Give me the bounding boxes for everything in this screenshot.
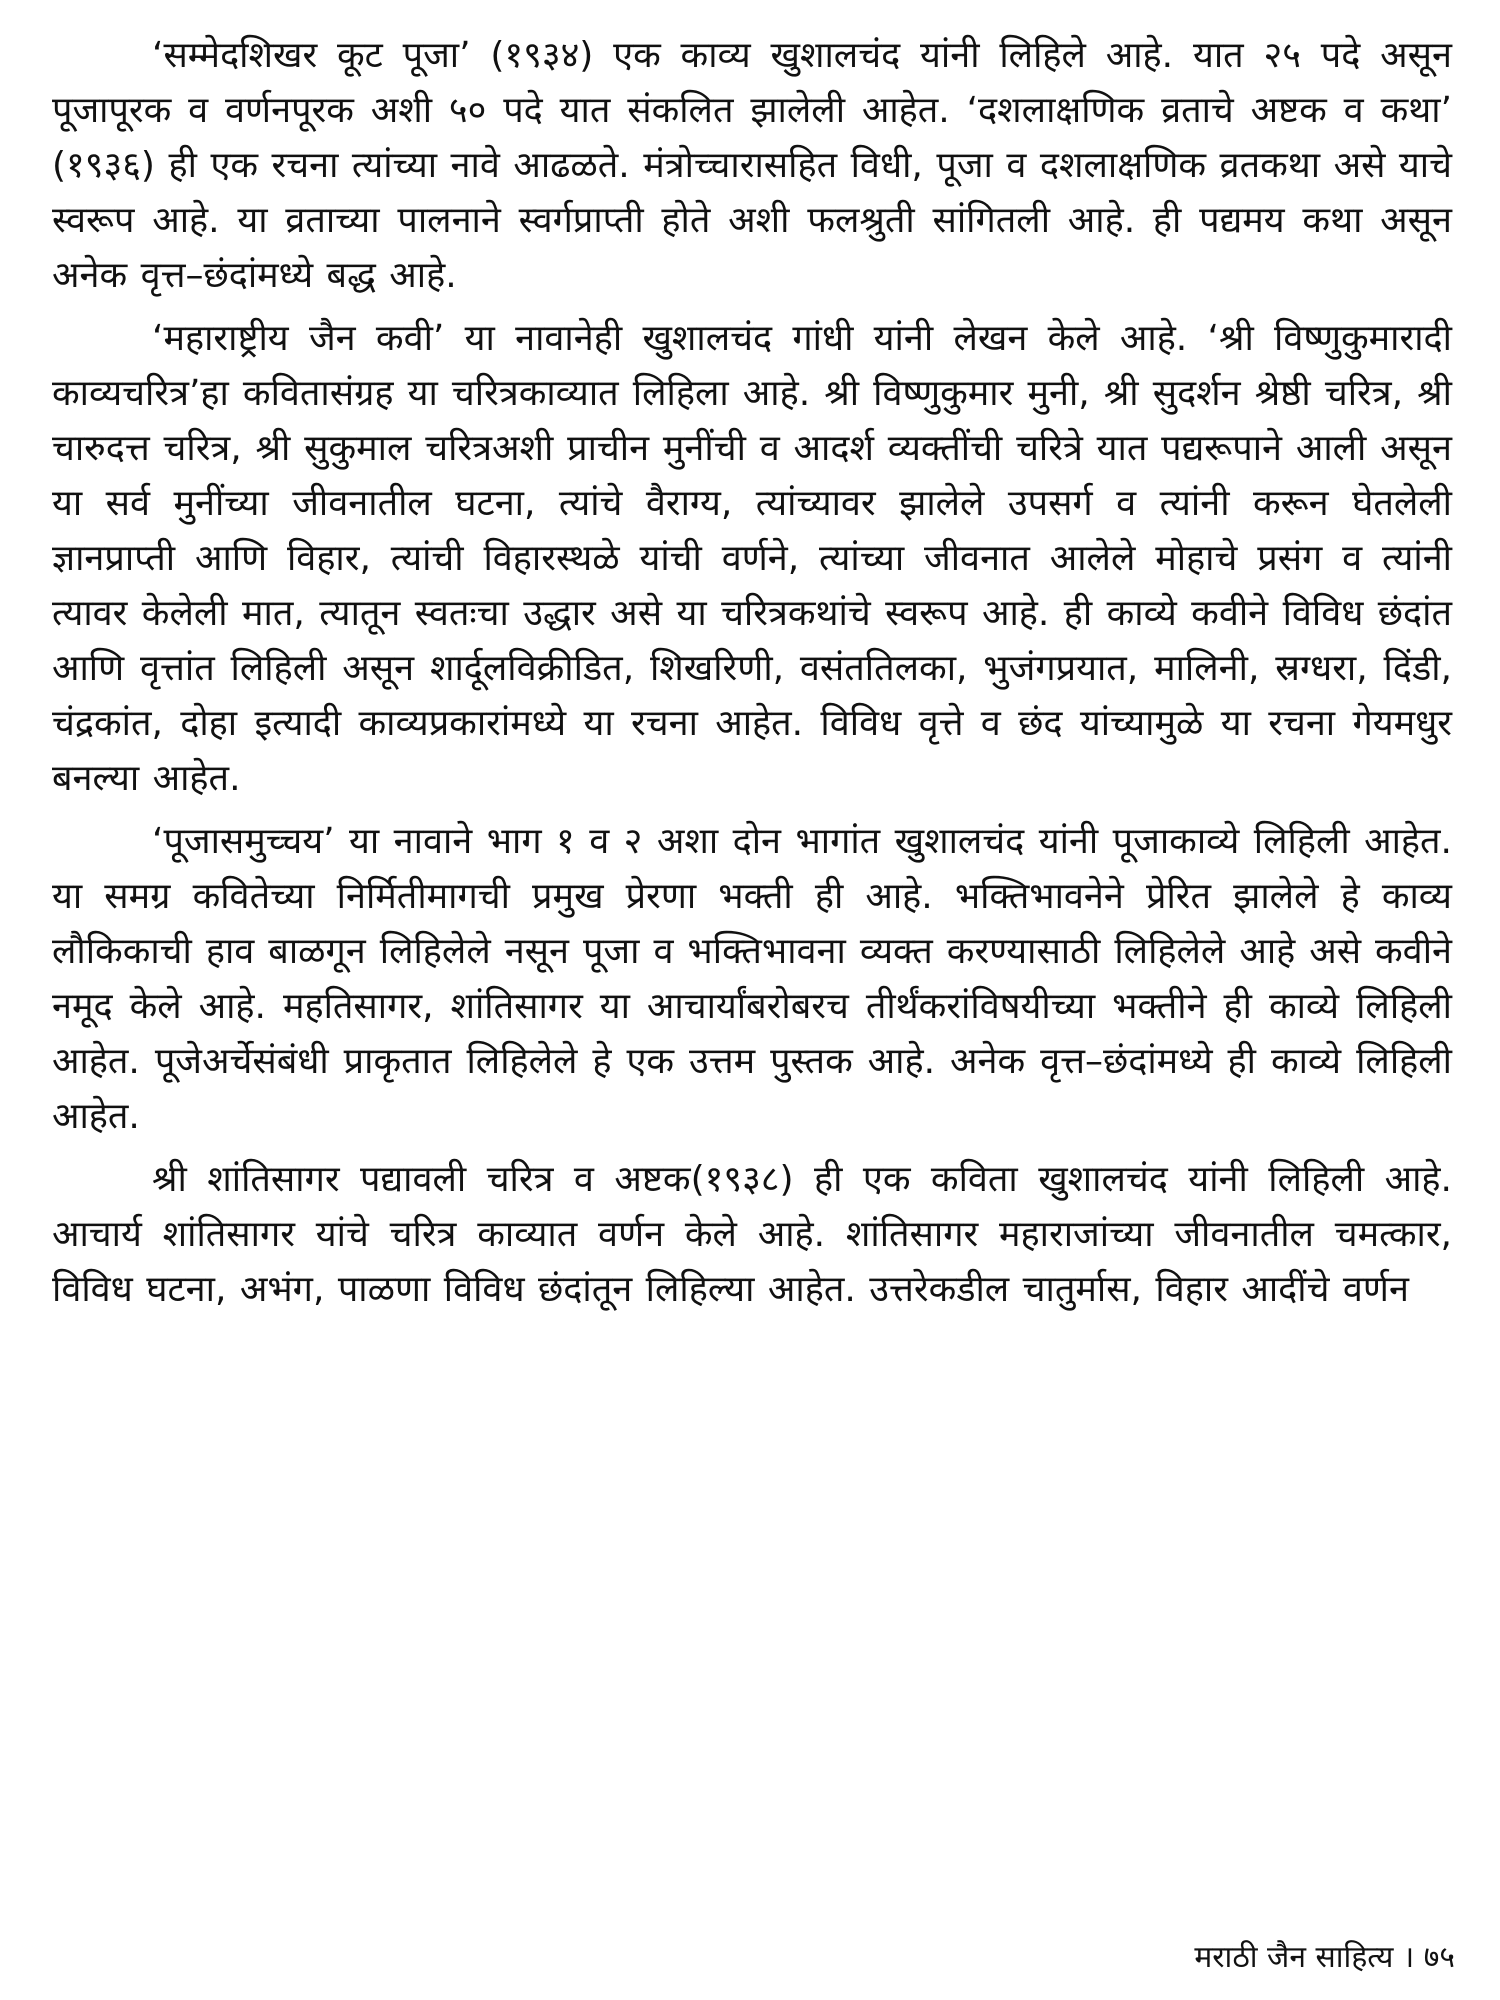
paragraph-shantisagar-padyavali: श्री शांतिसागर पद्यावली चरित्र व अष्टक(१९३८) ही एक कविता खुशालचंद यांनी लिहिली आहे. आचार्य शांतिसागर यांचे चरित्र काव्यात वर्णन केले आहे. शांतिसागर महाराजांच्या जीवनातील चमत्कार, विविध घटना, अभंग, पाळणा विविध छंदांतून लिहिल्या आहेत. उत्तरेकडील चातुर्मास, विहार आदींचे वर्णन [52,1159,1452,1310]
paragraph-sammed-shikhar: ‘सम्मेदशिखर कूट पूजा’ (१९३४) एक काव्य खुशालचंद यांनी लिहिले आहे. यात २५ पदे असून पूजापूरक व वर्णनपूरक अशी ५० पदे यात संकलित झालेली आहेत. ‘दशलाक्षणिक व्रताचे अष्टक व कथा’ (१९३६) ही एक रचना त्यांच्या नावे आढळते. मंत्रोच्चारासहित विधी, पूजा व दशलाक्षणिक व्रतकथा असे याचे स्वरूप आहे. या व्रताच्या पालनाने स्वर्गप्राप्ती होते अशी फलश्रुती सांगितली आहे. ही पद्यमय कथा असून अनेक वृत्त–छंदांमध्ये बद्ध आहे. [52,35,1452,296]
paragraph-pujasamucchay: ‘पूजासमुच्चय’ या नावाने भाग १ व २ अशा दोन भागांत खुशालचंद यांनी पूजाकाव्ये लिहिली आहेत. या समग्र कवितेच्या निर्मितीमागची प्रमुख प्रेरणा भक्ती ही आहे. भक्तिभावनेने प्रेरित झालेले हे काव्य लौकिकाची हाव बाळगून लिहिलेले नसून पूजा व भक्तिभावना व्यक्त करण्यासाठी लिहिलेले आहे असे कवीने नमूद केले आहे. महतिसागर, शांतिसागर या आचार्यांबरोबरच तीर्थंकरांविषयीच्या भक्तीने ही काव्ये लिहिली आहेत. पूजेअर्चेसंबंधी प्राकृतात लिहिलेले हे एक उत्तम पुस्तक आहे. अनेक वृत्त–छंदांमध्ये ही काव्ये लिहिली आहेत. [52,821,1452,1137]
page-footer: मराठी जैन साहित्य । ७५ [1194,1940,1455,1975]
paragraph-maharashtriya-jain-kavi: ‘महाराष्ट्रीय जैन कवी’ या नावानेही खुशालचंद गांधी यांनी लेखन केले आहे. ‘श्री विष्णुकुमारादी काव्यचरित्र’हा कवितासंग्रह या चरित्रकाव्यात लिहिला आहे. श्री विष्णुकुमार मुनी, श्री सुदर्शन श्रेष्ठी चरित्र, श्री चारुदत्त चरित्र, श्री सुकुमाल चरित्रअशी प्राचीन मुनींची व आदर्श व्यक्तींची चरित्रे यात पद्यरूपाने आली असून या सर्व मुनींच्या जीवनातील घटना, त्यांचे वैराग्य, त्यांच्यावर झालेले उपसर्ग व त्यांनी करून घेतलेली ज्ञानप्राप्ती आणि विहार, त्यांची विहारस्थळे यांची वर्णने, त्यांच्या जीवनात आलेले मोहाचे प्रसंग व त्यांनी त्यावर केलेली मात, त्यातून स्वतःचा उद्धार असे या चरित्रकथांचे स्वरूप आहे. ही काव्ये कवीने विविध छंदांत आणि वृत्तांत लिहिली असून शार्दूलविक्रीडित, शिखरिणी, वसंततिलका, भुजंगप्रयात, मालिनी, स्रग्धरा, दिंडी, चंद्रकांत, दोहा इत्यादी काव्यप्रकारांमध्ये या रचना आहेत. विविध वृत्ते व छंद यांच्यामुळे या रचना गेयमधुर बनल्या आहेत. [52,318,1452,799]
page-body [52,28,1452,1325]
